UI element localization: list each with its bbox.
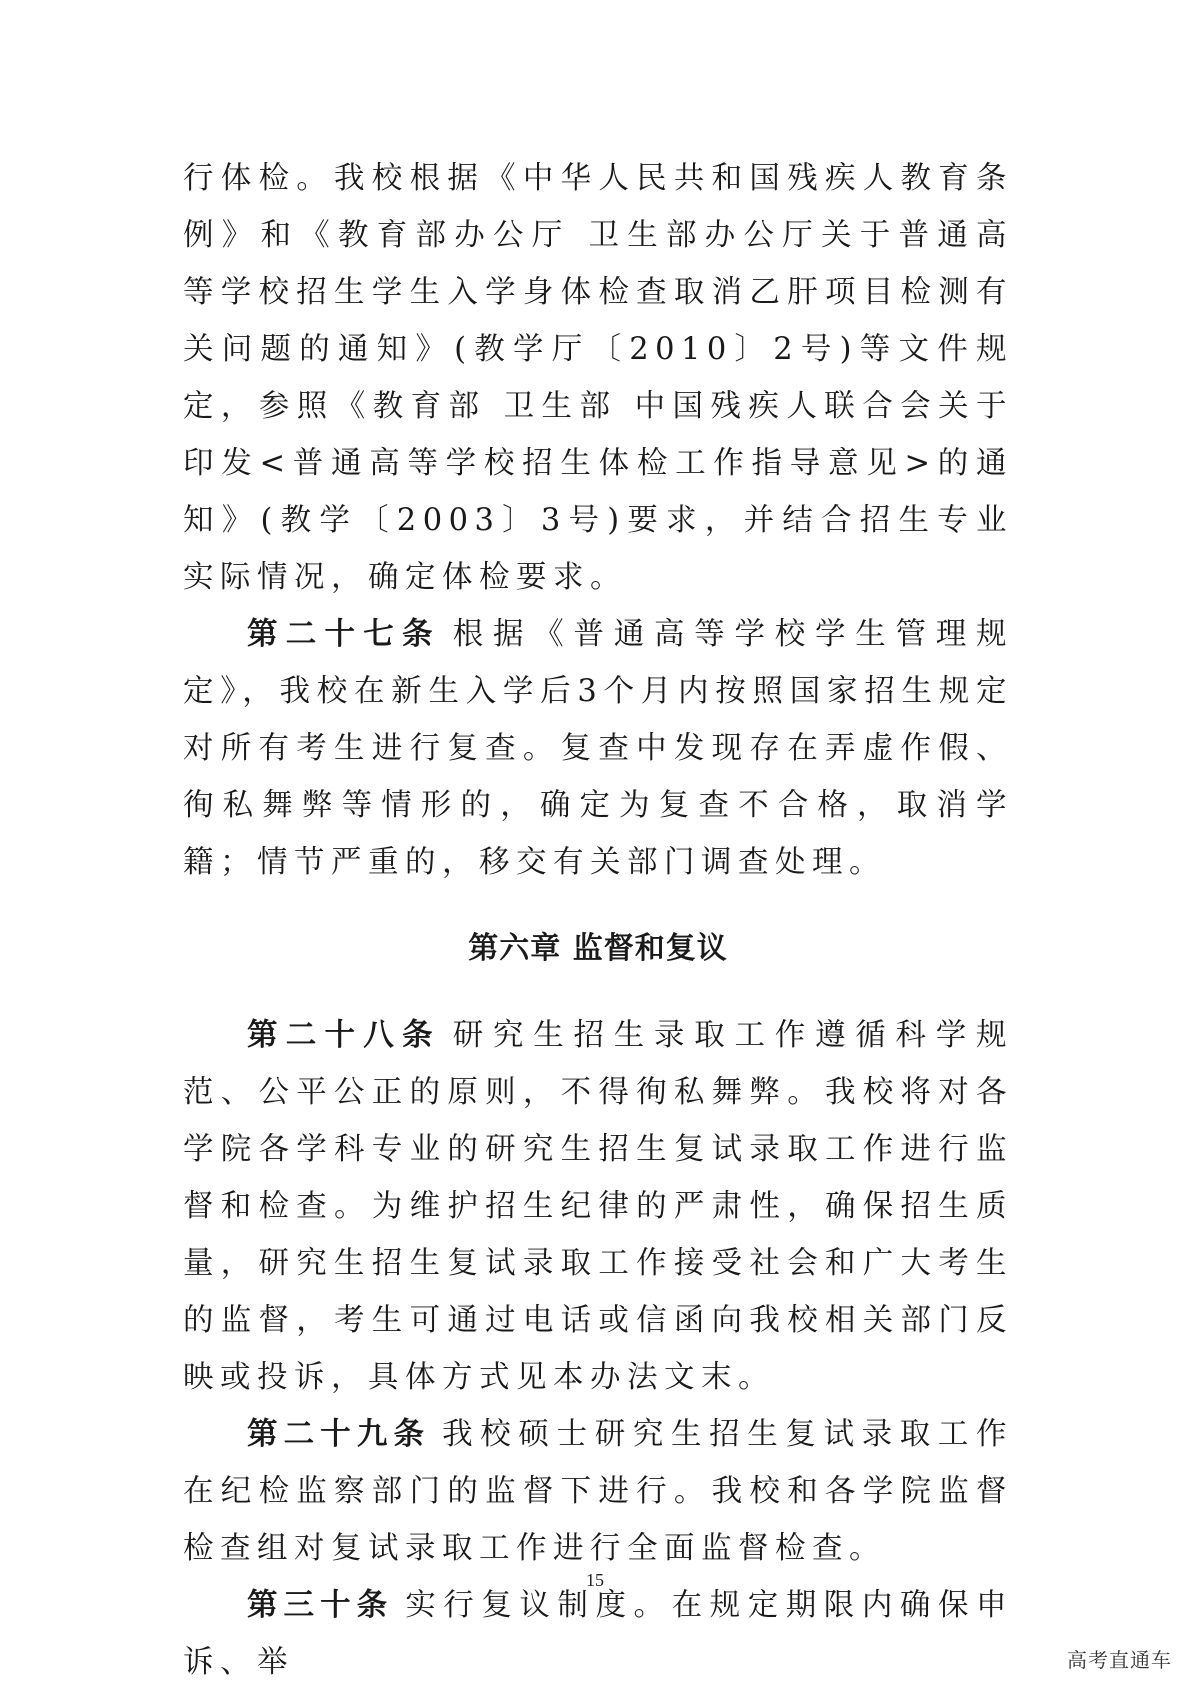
page-number: 15 xyxy=(586,1570,604,1590)
article-text: 研究生招生录取工作遵循科学规范、公平公正的原则，不得徇私舞弊。我校将对各学院各学科专业的研究生招生复试录取工作进行监督和检查。为维护招生纪律的严肃性，确保招生质量，研究生招生复试录取工作接受社会和广大考生的监督，考生可通过电话或信函向我校相关部门反映或投诉，具体方式见本办法文末。 xyxy=(183,1018,1013,1395)
article-28 xyxy=(183,1007,1013,1406)
paragraph-physical-exam xyxy=(183,150,1013,606)
article-number: 第二十八条 xyxy=(247,1017,441,1053)
paragraph-text: 行体检。我校根据《中华人民共和国残疾人教育条例》和《教育部办公厅 卫生部办公厅关于普通高等学校招生学生入学身体检查取消乙肝项目检测有关问题的通知》(教学厅〔2010〕2号)等文件规定，参照《教育部 卫生部 中国残疾人联合会关于印发<普通高等学校招生体检工作指导意见>的通知》(教学〔2003〕3号)要求，并结合招生专业实际情况，确定体检要求。 xyxy=(183,161,1013,595)
article-text: 根据《普通高等学校学生管理规定》，我校在新生入学后3个月内按照国家招生规定对所有考生进行复查。复查中发现存在弄虚作假、徇私舞弊等情形的，确定为复查不合格，取消学籍；情节严重的，移交有关部门调查处理。 xyxy=(183,617,1013,880)
chapter-title: 第六章 监督和复议 xyxy=(468,931,728,966)
page-body xyxy=(183,150,1013,1691)
article-29 xyxy=(183,1406,1013,1577)
article-number: 第三十条 xyxy=(247,1587,394,1623)
watermark-label: 高考直通车 xyxy=(1067,1648,1172,1672)
article-text: 我校硕士研究生招生复试录取工作在纪检监察部门的监督下进行。我校和各学院监督检查组对复试录取工作进行全面监督检查。 xyxy=(183,1417,1014,1566)
article-number: 第二十九条 xyxy=(247,1416,431,1452)
article-30 xyxy=(183,1577,1013,1691)
article-27 xyxy=(183,606,1013,891)
article-text: 实行复议制度。在规定期限内确保申诉、举 xyxy=(183,1588,1014,1680)
article-number: 第二十七条 xyxy=(247,616,441,652)
